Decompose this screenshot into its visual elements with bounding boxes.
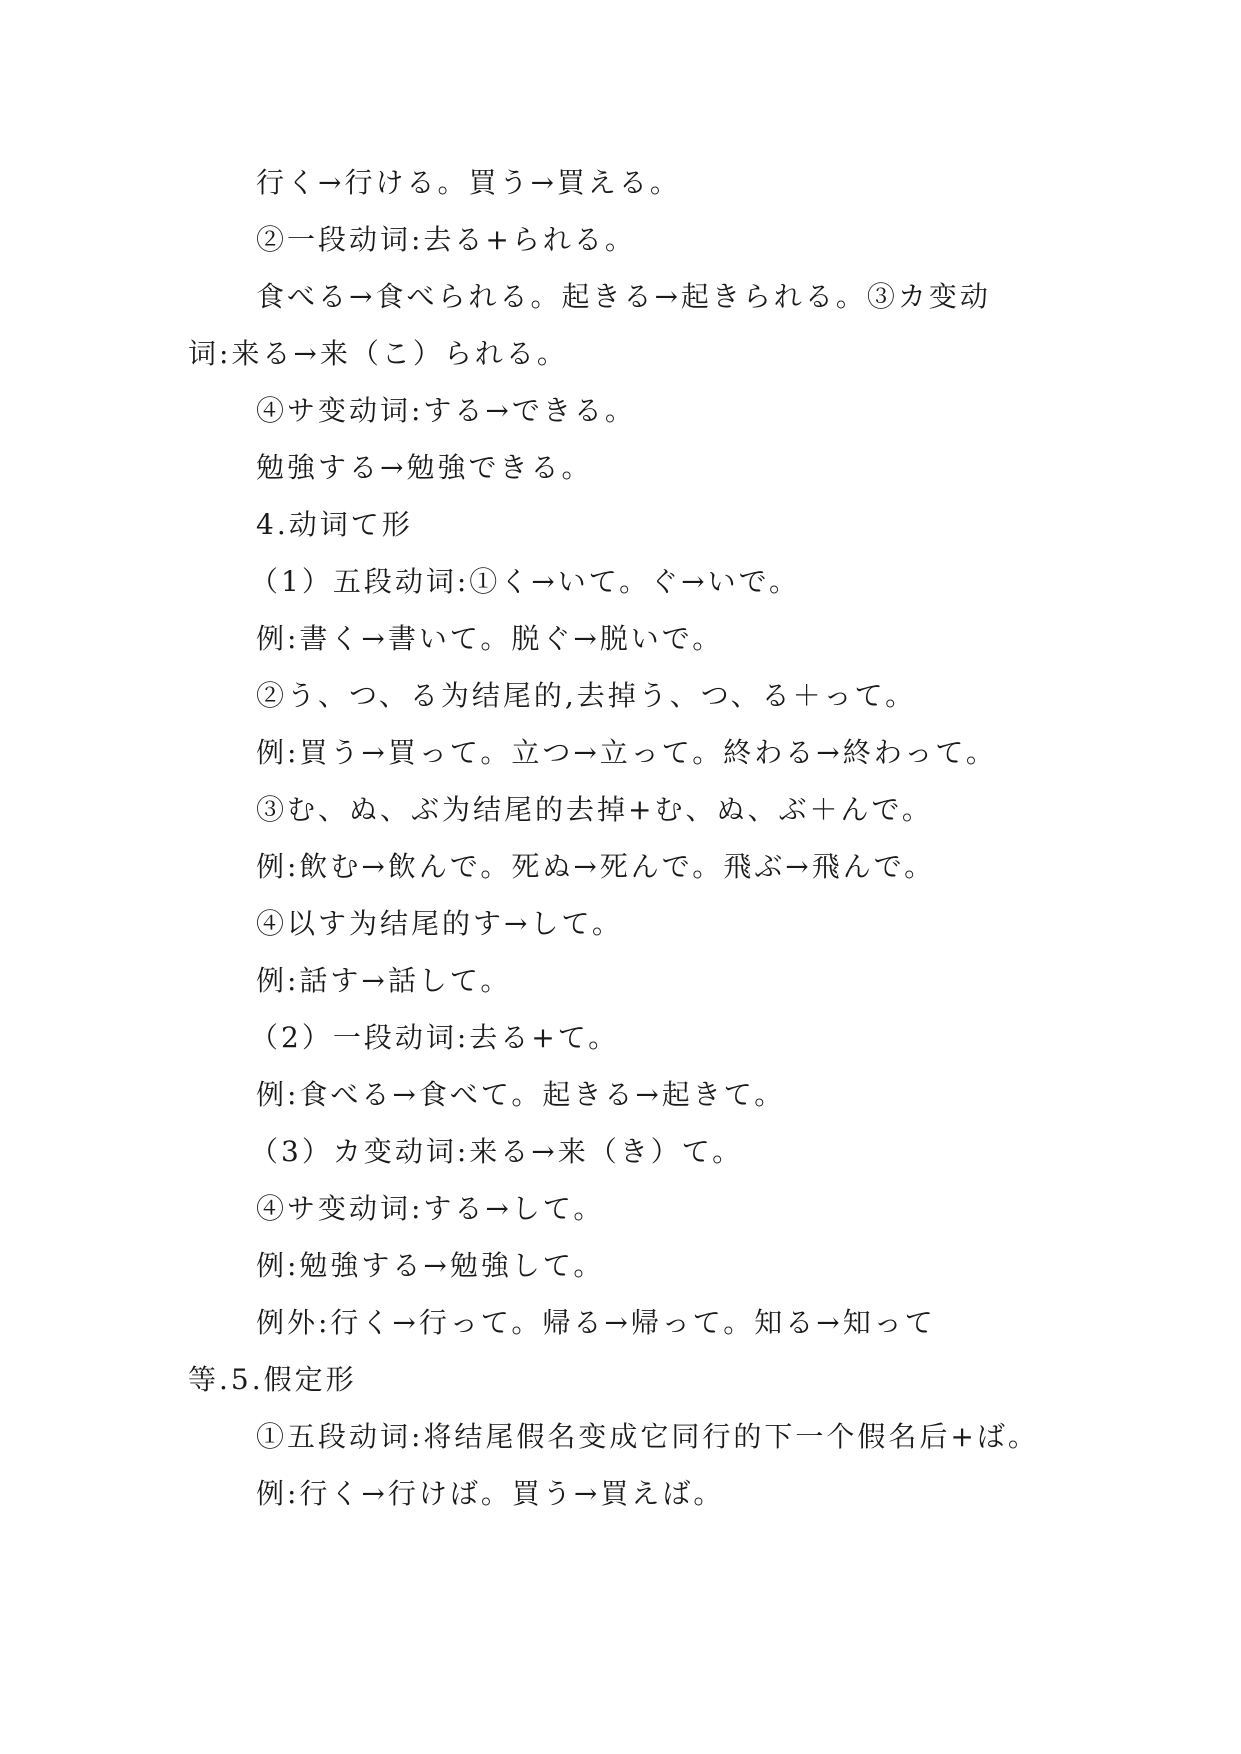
text-line: 例外:行く→行って。帰る→帰って。知る→知って xyxy=(256,1306,936,1339)
text-line: （2）一段动词:去る+て。 xyxy=(250,1021,620,1054)
text-line: ①五段动词:将结尾假名变成它同行的下一个假名后+ば。 xyxy=(256,1420,1039,1453)
text-line: ②う、つ、る为结尾的,去掉う、つ、る＋って。 xyxy=(256,679,917,712)
text-line: ②一段动词:去る+られる。 xyxy=(256,223,636,256)
text-line: 词:来る→来（こ）られる。 xyxy=(188,337,568,370)
text-line: 例:書く→書いて。脱ぐ→脱いで。 xyxy=(256,622,724,655)
text-line: ③む、ぬ、ぶ为结尾的去掉+む、ぬ、ぶ＋んで。 xyxy=(256,793,933,826)
text-line: ④以す为结尾的す→して。 xyxy=(256,907,623,940)
text-line: 勉強する→勉強できる。 xyxy=(256,451,593,484)
section-heading: 等.5.假定形 xyxy=(188,1363,357,1396)
section-heading: 4.动词て形 xyxy=(256,508,413,541)
text-line: 食べる→食べられる。起きる→起きられる。③カ变动 xyxy=(256,280,991,313)
text-line: 例:話す→話して。 xyxy=(256,964,512,997)
text-line: 例:行く→行けば。買う→買えば。 xyxy=(256,1477,725,1510)
text-line: ④サ变动词:する→できる。 xyxy=(256,394,636,427)
text-line: 例:買う→買って。立つ→立って。終わる→終わって。 xyxy=(256,736,997,769)
text-line: 行く→行ける。買う→買える。 xyxy=(256,166,681,199)
text-line: ④サ变动词:する→して。 xyxy=(256,1192,605,1225)
text-line: 例:勉強する→勉強して。 xyxy=(256,1249,605,1282)
text-line: （1）五段动词:①く→いて。ぐ→いで。 xyxy=(250,565,801,598)
text-line: （3）カ变动词:来る→来（き）て。 xyxy=(250,1135,744,1168)
text-line: 例:食べる→食べて。起きる→起きて。 xyxy=(256,1078,786,1111)
text-line: 例:飲む→飲んで。死ぬ→死んで。飛ぶ→飛んで。 xyxy=(256,850,936,883)
